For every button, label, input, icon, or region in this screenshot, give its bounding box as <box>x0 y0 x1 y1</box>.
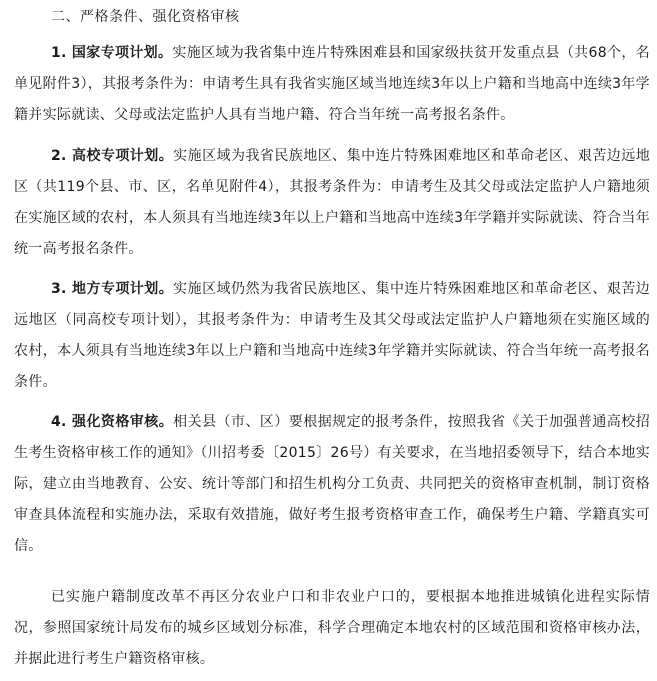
paragraph-national-plan <box>14 38 650 131</box>
paragraph-text: 实施区域仍然为我省民族地区、集中连片特殊困难地区和革命老区、艰苦边远地区（同高校专项计划），其报考条件为：申请考生及其父母或法定监护人户籍地须在实施区域的农村，本人须具有当地连续3年以上户籍和当地高中连续3年学籍并实际就读、符合当年统一高考报名条件。 <box>14 281 650 390</box>
paragraph-text: 相关县（市、区）要根据规定的报考条件，按照我省《关于加强普通高校招生考生资格审核工作的通知》（川招考委〔2015〕26号）有关要求，在当地招委领导下，结合本地实际，建立由当地教育、公安、统计等部门和招生机构分工负责、共同把关的资格审查机制，制订资格审查具体流程和实施办法，采取有效措施，做好考生报考资格审查工作，确保考生户籍、学籍真实可信。 <box>14 414 650 554</box>
paragraph-label: 1. 国家专项计划。 <box>51 45 173 61</box>
paragraph-university-plan <box>14 141 650 265</box>
paragraph-local-plan <box>14 274 650 398</box>
paragraph-text: 实施区域为我省民族地区、集中连片特殊困难地区和革命老区、艰苦边远地区（共119个县、市、区，名单见附件4），其报考条件为：申请考生及其父母或法定监护人户籍地须在实施区域的农村，本人须具有当地连续3年以上户籍和当地高中连续3年学籍并实际就读、符合当年统一高考报名条件。 <box>14 148 650 257</box>
paragraph-text: 已实施户籍制度改革不再区分农业户口和非农业户口的，要根据本地推进城镇化进程实际情况，参照国家统计局发布的城乡区域划分标准，科学合理确定本地农村的区域范围和资格审核办法，并据此进行考生户籍资格审核。 <box>14 589 650 667</box>
paragraph-text: 实施区域为我省集中连片特殊困难县和国家级扶贫开发重点县（共68个，名单见附件3），其报考条件为：申请考生具有我省实施区域当地连续3年以上户籍和当地高中连续3年学籍并实际就读、父母或法定监护人具有当地户籍、符合当年统一高考报名条件。 <box>14 45 650 123</box>
paragraph-label: 3. 地方专项计划。 <box>51 281 174 297</box>
paragraph-qualification-review <box>14 407 650 562</box>
paragraph-label: 4. 强化资格审核。 <box>51 414 174 430</box>
paragraph-label: 2. 高校专项计划。 <box>51 148 174 164</box>
paragraph-household-reform <box>14 582 650 675</box>
section-heading: 二、严格条件、强化资格审核 <box>51 9 240 25</box>
